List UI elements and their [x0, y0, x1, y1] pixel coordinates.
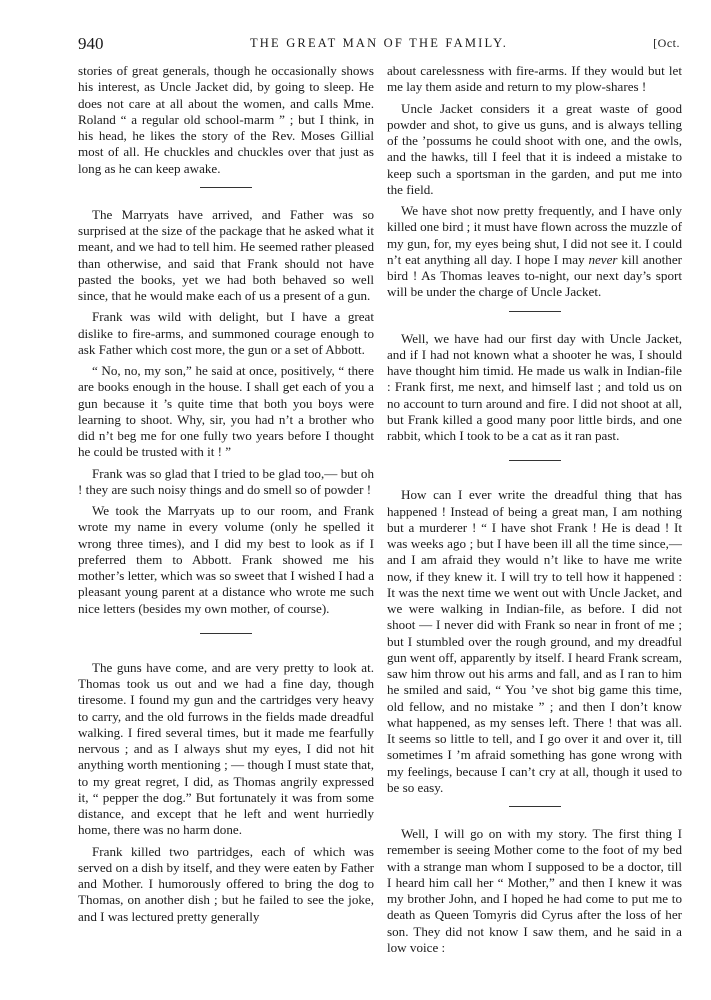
paragraph: stories of great generals, though he occasionally shows his interest, as Uncle Jacket did, by going to sleep. He does not care at all about the women, and calls Mme. Roland “ a regular old school-marm ” ; but I think, in his head, he likes the story of the Rev. Moses Gillial most of all. He chuckles and chuckles over that just as long as he can keep awake.	[78, 63, 374, 176]
section-divider	[509, 460, 561, 461]
paragraph: Frank was so glad that I tried to be glad too,— but oh ! they are such noisy things and do smell so of powder !	[78, 465, 374, 497]
paragraph-text: We have shot now pretty frequently, and I have only killed one bird ; it must have flown across the muzzle of my gun, for, my eyes being shut, I did not see it. I could n’t eat anything all day. I hope I may	[387, 203, 682, 267]
paragraph: Uncle Jacket considers it a great waste of good powder and shot, to give us guns, and is always telling of the ’possums he could shoot with one, and the owls, and the hawks, till I feel that it is indeed a mistake to keep such a sportsman in the garden, and put me into the field.	[387, 100, 682, 197]
paragraph	[387, 203, 682, 301]
paragraph: How can I ever write the dreadful thing that has happened ! Instead of being a great man, I am nothing but a murderer ! “ I have shot Frank ! He is dead ! It was weeks ago ; but I have been ill all the time since,— and I am afraid they would n’t like to have me write now, if they knew it. I will try to tell how it happened : It was the next time we went out with Uncle Jacket, and we were walking in Indian-file, as before. I did not shoot — I never did with Frank so near in front of me ; but I stumbled over the rough ground, and my dreadful gun went off, apparently by itself. I heard Frank scream, saw him throw out his arms and fall, and as I ran to him he smiled and said, “ You ’ve shot big game this time, old fellow, and no mistake ” ; and then I don’t know what happened, as my senses left. There ! that was all. It seems so little to tell, and I go over it and over it, till sometimes I ’m afraid something has gone wrong with my feelings, because I can’t cry at all, though it used to be so easy.	[387, 487, 682, 795]
running-title: THE GREAT MAN OF THE FAMILY.	[249, 36, 509, 50]
paragraph: about carelessness with fire-arms. If they would but let me lay them aside and return to my plow-shares !	[387, 63, 682, 95]
emphasis: never	[588, 251, 618, 267]
right-column	[387, 63, 682, 961]
section-divider	[509, 311, 561, 312]
page-number: 940	[78, 34, 104, 53]
paragraph: Frank killed two partridges, each of which was served on a dish by itself, and they were eaten by Father and Mother. I humorously offered to bring the dog to Thomas, on another dish ; but he failed to see the joke, and I was lectured pretty generally	[78, 843, 374, 924]
paragraph-text: kill another bird ! As Thomas leaves to-night, our next day’s sport will be under the charge of Uncle Jacket.	[387, 251, 682, 300]
paragraph: Well, we have had our first day with Uncle Jacket, and if I had not known what a shooter he was, I should have thought him timid. He made us walk in Indian-file : Frank first, me next, and himself last ; and told us on no account to turn around and fire. I did not shoot at all, but Frank killed a good many poor little birds, and one rabbit, which I took to be a cat as it ran past.	[387, 330, 682, 443]
paragraph: “ No, no, my son,” he said at once, positively, “ there are books enough in the house. I shall get each of you a gun because it ’s quite time that both you boys were learning to shoot. Why, sir, you had n’t a brother who did n’t beg me for one fully two years before I thought he could be trusted with it ! ”	[78, 363, 374, 460]
paragraph: The guns have come, and are very pretty to look at. Thomas took us out and we had a fine day, though tiresome. I found my gun and the cartridges very heavy to carry, and the old furrows in the fields made dreadful walking. I fired several times, but it made me fearfully nervous ; and as I always shut my eyes, I did not hit anything worth mentioning ; — though I must state that, to my great regret, I did, as Thomas angrily expressed it, “ pepper the dog.” But fortunately it was from some distance, and except that he left and went hurriedly home, there was no harm done.	[78, 659, 374, 838]
paragraph: The Marryats have arrived, and Father was so surprised at the size of the package that he asked what it meant, and we had to tell him. He seemed rather pleased than otherwise, and said that Frank should not have pasted the books, yet we had both behaved so well since, that he would make each of us a present of a gun.	[78, 206, 374, 303]
issue-month: [Oct.	[653, 36, 680, 50]
section-divider	[509, 806, 561, 807]
paragraph: We took the Marryats up to our room, and Frank wrote my name in every volume (only he spelled it wrong three times), and I did my best to look as if I preferred them to Abbott. Frank showed me his mother’s letter, which was so sweet that I wished I had a pleasant young parent at a distance who wrote me such nice letters (besides my own mother, of course).	[78, 503, 374, 616]
paragraph: Frank was wild with delight, but I have a great dislike to fire-arms, and summoned courage enough to ask Father which cost more, the gun or a set of Abbott.	[78, 309, 374, 357]
paragraph: Well, I will go on with my story. The first thing I remember is seeing Mother come to the foot of my bed with a strange man whom I supposed to be a doctor, till I heard him call her “ Mother,” and then I knew it was my brother John, and I hoped he had come to put me to death as Queen Tomyris did Cyrus after the loss of her son. They did not know I saw them, and he said in a low voice :	[387, 826, 682, 955]
section-divider	[200, 633, 252, 634]
left-column	[78, 63, 374, 930]
section-divider	[200, 187, 252, 188]
running-header	[78, 34, 680, 56]
